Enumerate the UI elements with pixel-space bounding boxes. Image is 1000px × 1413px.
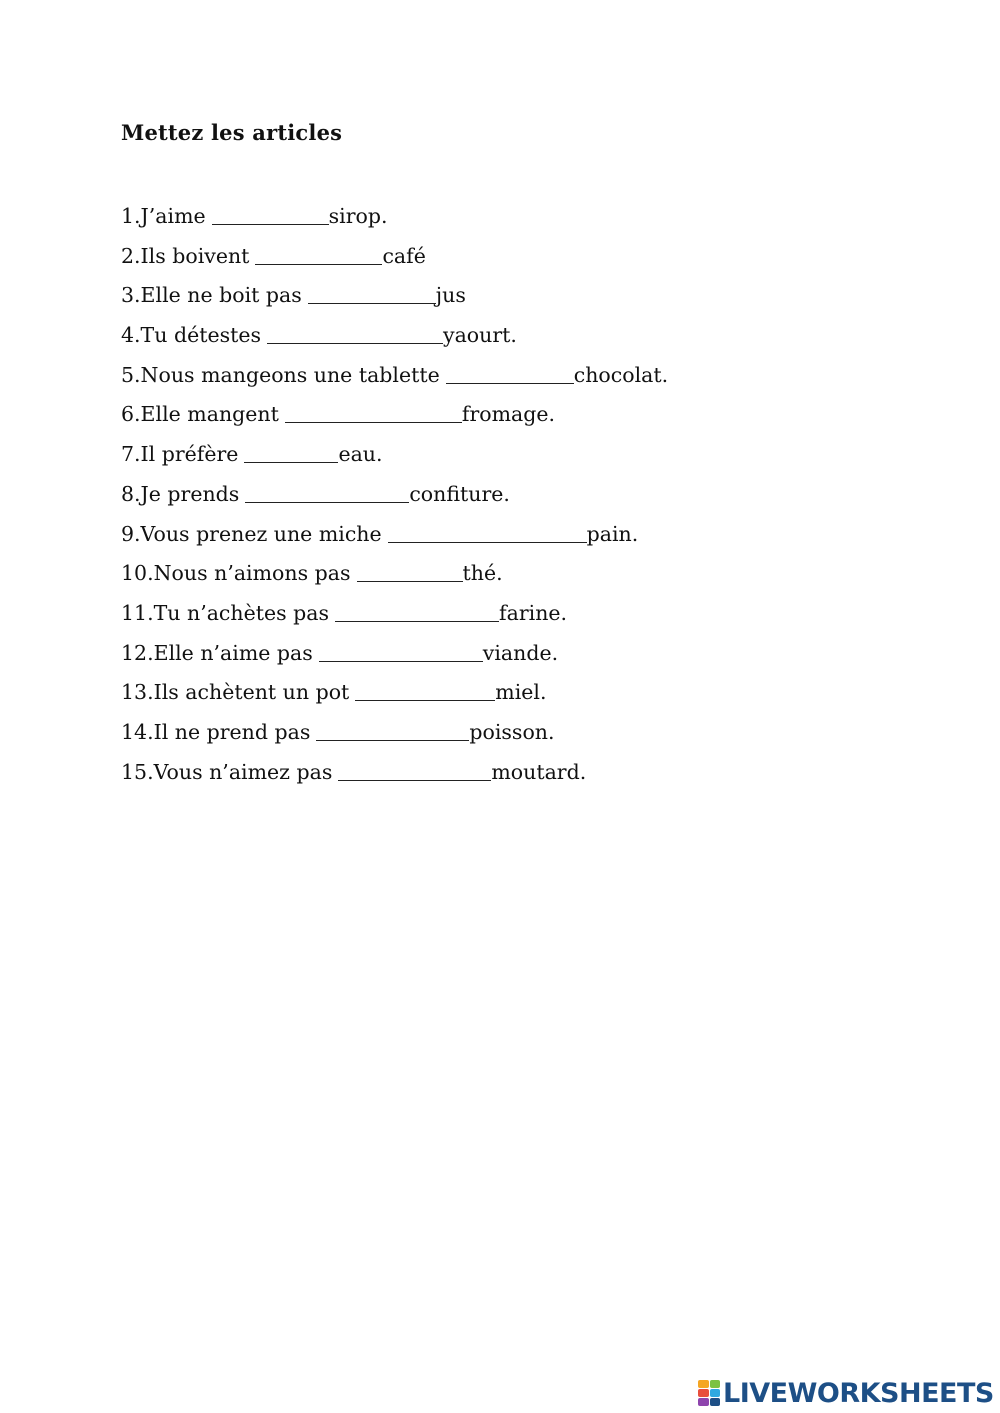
exercise-item: [121, 240, 668, 280]
answer-blank[interactable]: [357, 561, 463, 582]
answer-blank[interactable]: [335, 601, 499, 622]
answer-blank[interactable]: [212, 204, 329, 225]
exercise-item: [121, 438, 668, 478]
answer-blank[interactable]: [267, 323, 443, 344]
logo-mark-square: [710, 1389, 721, 1397]
logo-mark-square: [710, 1380, 721, 1388]
exercise-noun: thé.: [462, 561, 503, 586]
exercise-item: [121, 597, 668, 637]
answer-blank[interactable]: [355, 680, 495, 701]
exercise-prompt: 9.Vous prenez une miche: [121, 521, 382, 546]
exercise-noun: café: [382, 243, 426, 268]
liveworksheets-logo-icon: [698, 1380, 720, 1406]
exercise-noun: poisson.: [469, 719, 555, 744]
exercise-noun: fromage.: [461, 402, 556, 427]
exercise-noun: chocolat.: [573, 362, 669, 387]
exercise-list: [121, 200, 668, 795]
logo-mark-square: [698, 1389, 709, 1397]
exercise-prompt: 7.Il préfère: [121, 442, 239, 467]
exercise-noun: viande.: [482, 640, 559, 665]
exercise-noun: sirop.: [328, 204, 388, 228]
exercise-noun: yaourt.: [443, 323, 517, 348]
exercise-noun: miel.: [495, 680, 547, 705]
exercise-noun: farine.: [499, 600, 568, 625]
exercise-prompt: 12.Elle n’aime pas: [121, 640, 313, 665]
logo-text: LIVEWORKSHEETS: [723, 1377, 994, 1409]
worksheet-title: Mettez les articles: [121, 120, 343, 145]
logo-mark-square: [698, 1380, 709, 1388]
liveworksheets-logo: [698, 1378, 994, 1408]
exercise-item: [121, 637, 668, 677]
exercise-item: [121, 557, 668, 597]
answer-blank[interactable]: [308, 283, 436, 304]
answer-blank[interactable]: [338, 760, 491, 781]
answer-blank[interactable]: [245, 482, 409, 503]
exercise-item: [121, 398, 668, 438]
exercise-item: [121, 319, 668, 359]
exercise-noun: pain.: [586, 521, 639, 546]
exercise-item: [121, 716, 668, 756]
exercise-item: [121, 478, 668, 518]
exercise-item: [121, 279, 668, 319]
exercise-prompt: 10.Nous n’aimons pas: [121, 561, 351, 586]
exercise-prompt: 1.J’aime: [121, 204, 206, 228]
logo-mark-square: [698, 1398, 709, 1406]
answer-blank[interactable]: [388, 522, 587, 543]
answer-blank[interactable]: [316, 720, 469, 741]
exercise-item: [121, 676, 668, 716]
exercise-prompt: 4.Tu détestes: [121, 323, 261, 348]
exercise-prompt: 3.Elle ne boit pas: [121, 283, 302, 308]
exercise-prompt: 6.Elle mangent: [121, 402, 279, 427]
answer-blank[interactable]: [244, 442, 338, 463]
exercise-item: [121, 518, 668, 558]
answer-blank[interactable]: [319, 641, 483, 662]
exercise-prompt: 13.Ils achètent un pot: [121, 680, 350, 705]
exercise-prompt: 11.Tu n’achètes pas: [121, 600, 330, 625]
answer-blank[interactable]: [285, 402, 462, 423]
exercise-noun: jus: [435, 283, 466, 308]
logo-mark-square: [710, 1398, 721, 1406]
exercise-prompt: 5.Nous mangeons une tablette: [121, 362, 440, 387]
exercise-item: [121, 756, 668, 796]
exercise-noun: eau.: [338, 442, 383, 467]
exercise-prompt: 2.Ils boivent: [121, 243, 250, 268]
exercise-item: [121, 359, 668, 399]
exercise-noun: moutard.: [491, 759, 587, 784]
exercise-item: [121, 200, 668, 240]
answer-blank[interactable]: [255, 244, 382, 265]
exercise-prompt: 14.Il ne prend pas: [121, 719, 311, 744]
exercise-prompt: 15.Vous n’aimez pas: [121, 759, 333, 784]
exercise-noun: confiture.: [409, 481, 510, 506]
exercise-prompt: 8.Je prends: [121, 481, 240, 506]
answer-blank[interactable]: [446, 363, 574, 384]
